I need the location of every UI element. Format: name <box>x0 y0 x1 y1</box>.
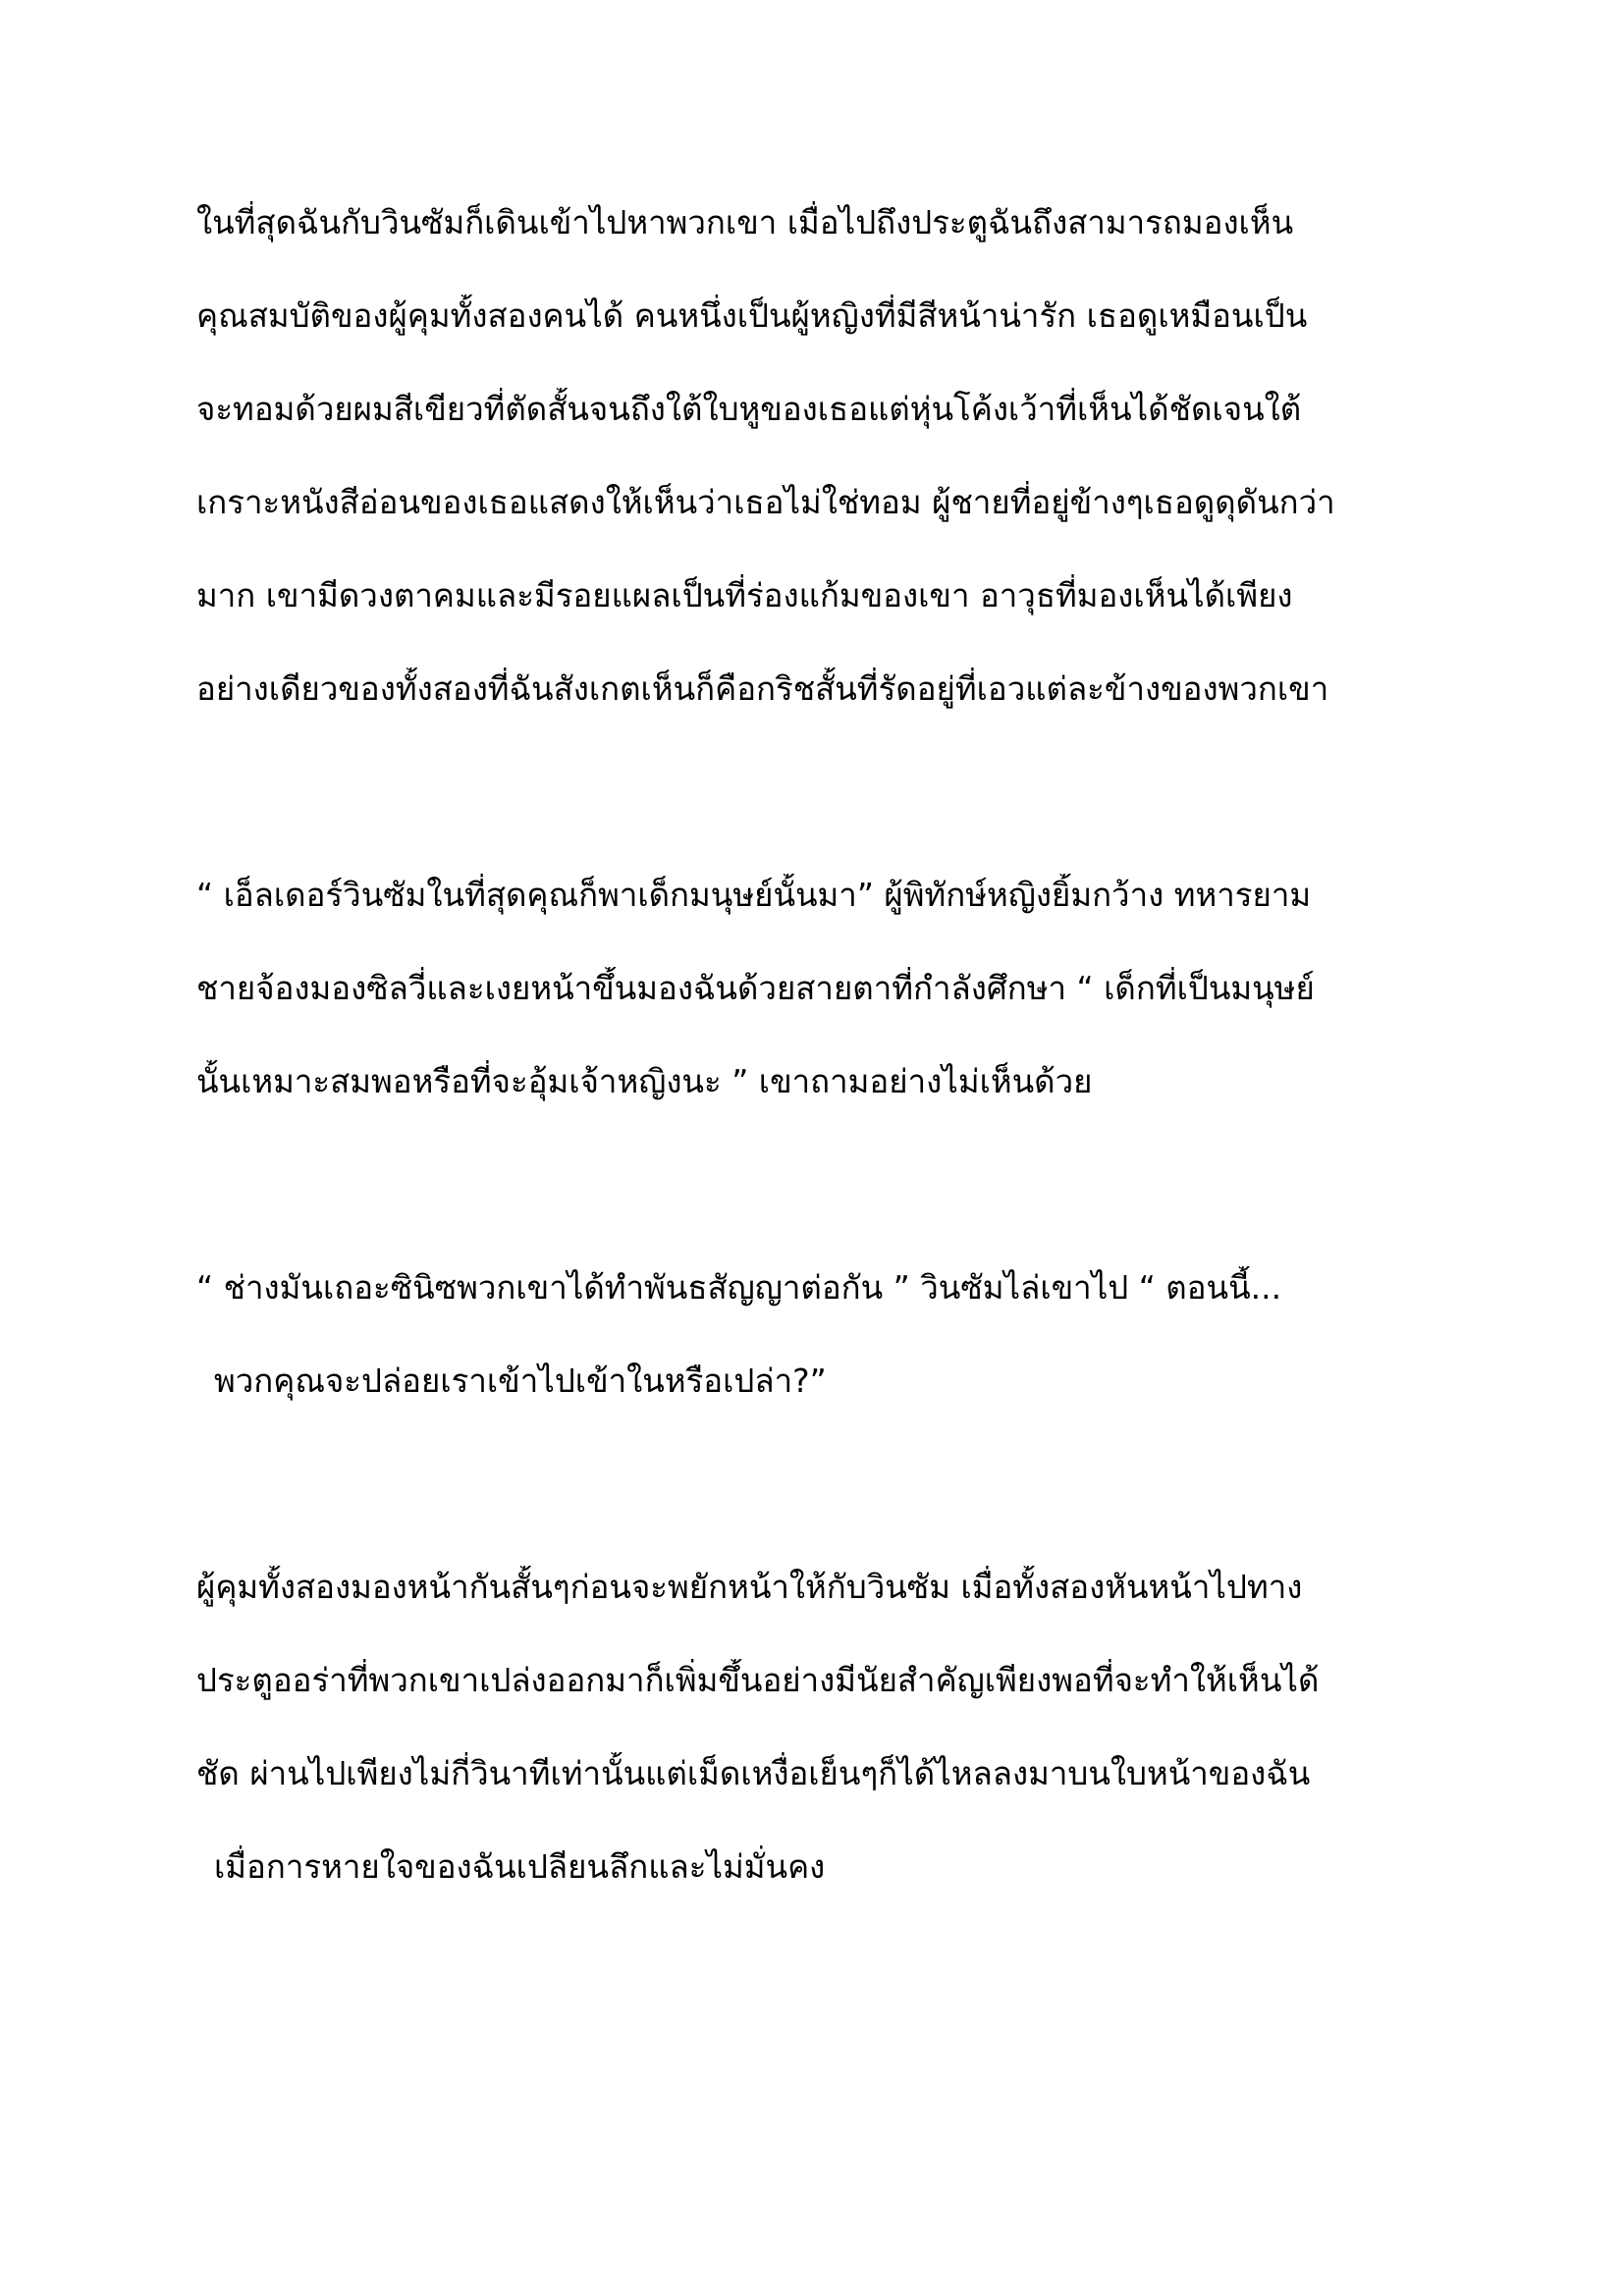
paragraph-line: ผู้คุมทั้งสองมองหน้ากันสั้นๆก่อนจะพยักหน้าให้กับวินซัม เมื่อทั้งสองหันหน้าไปทาง <box>196 1568 1303 1606</box>
paragraph-line: “ เอ็ลเดอร์วินซัมในที่สุดคุณก็พาเด็กมนุษย์นั้นมา” ผู้พิทักษ์หญิงยิ้มกว้าง ทหารยาม <box>196 876 1312 914</box>
paragraph-line: ในที่สุดฉันกับวินซัมก็เดินเข้าไปหาพวกเขา เมื่อไปถึงประตูฉันถึงสามารถมองเห็น <box>196 203 1294 241</box>
paragraph-line: พวกคุณจะปล่อยเราเข้าไปเข้าในหรือเปล่า?” <box>214 1362 827 1400</box>
paragraph-line: จะทอมด้วยผมสีเขียวที่ตัดสั้นจนถึงใต้ใบหูของเธอแต่หุ่นโค้งเว้าที่เห็นได้ชัดเจนใต้ <box>196 390 1302 428</box>
paragraph-line: นั้นเหมาะสมพอหรือที่จะอุ้มเจ้าหญิงนะ ” เขาถามอย่างไม่เห็นด้วย <box>196 1062 1093 1100</box>
paragraph-line: “ ช่างมันเถอะซินิซพวกเขาได้ทำพันธสัญญาต่อกัน ” วินซัมไล่เขาไป “ ตอนนี้... <box>196 1268 1282 1307</box>
paragraph-line: อย่างเดียวของทั้งสองที่ฉันสังเกตเห็นก็คือกริชสั้นที่รัดอยู่ที่เอวแต่ละข้างของพวกเขา <box>196 669 1329 708</box>
paragraph-line: เมื่อการหายใจของฉันเปลียนลึกและไม่มั่นคง <box>214 1847 826 1886</box>
paragraph-line: มาก เขามีดวงตาคมและมีรอยแผลเป็นที่ร่องแก้มของเขา อาวุธที่มองเห็นได้เพียง <box>196 576 1293 614</box>
paragraph-line: ชายจ้องมองซิลวี่และเงยหน้าขึ้นมองฉันด้วยสายตาที่กำลังศึกษา “ เด็กที่เป็นมนุษย์ <box>196 969 1315 1007</box>
paragraph-line: เกราะหนังสีอ่อนของเธอแสดงให้เห็นว่าเธอไม่ใช่ทอม ผู้ชายที่อยู่ข้างๆเธอดูดุดันกว่า <box>196 483 1335 521</box>
paragraph-line: ชัด ผ่านไปเพียงไม่กี่วินาทีเท่านั้นแต่เม็ดเหงื่อเย็นๆก็ได้ไหลลงมาบนใบหน้าของฉัน <box>196 1754 1311 1792</box>
paragraph-line: คุณสมบัติของผู้คุมทั้งสองคนได้ คนหนึ่งเป็นผู้หญิงที่มีสีหน้าน่ารัก เธอดูเหมือนเป็น <box>196 296 1308 335</box>
paragraph-line: ประตูออร่าที่พวกเขาเปล่งออกมาก็เพิ่มขึ้นอย่างมีนัยสำคัญเพียงพอที่จะทำให้เห็นได้ <box>196 1661 1320 1699</box>
